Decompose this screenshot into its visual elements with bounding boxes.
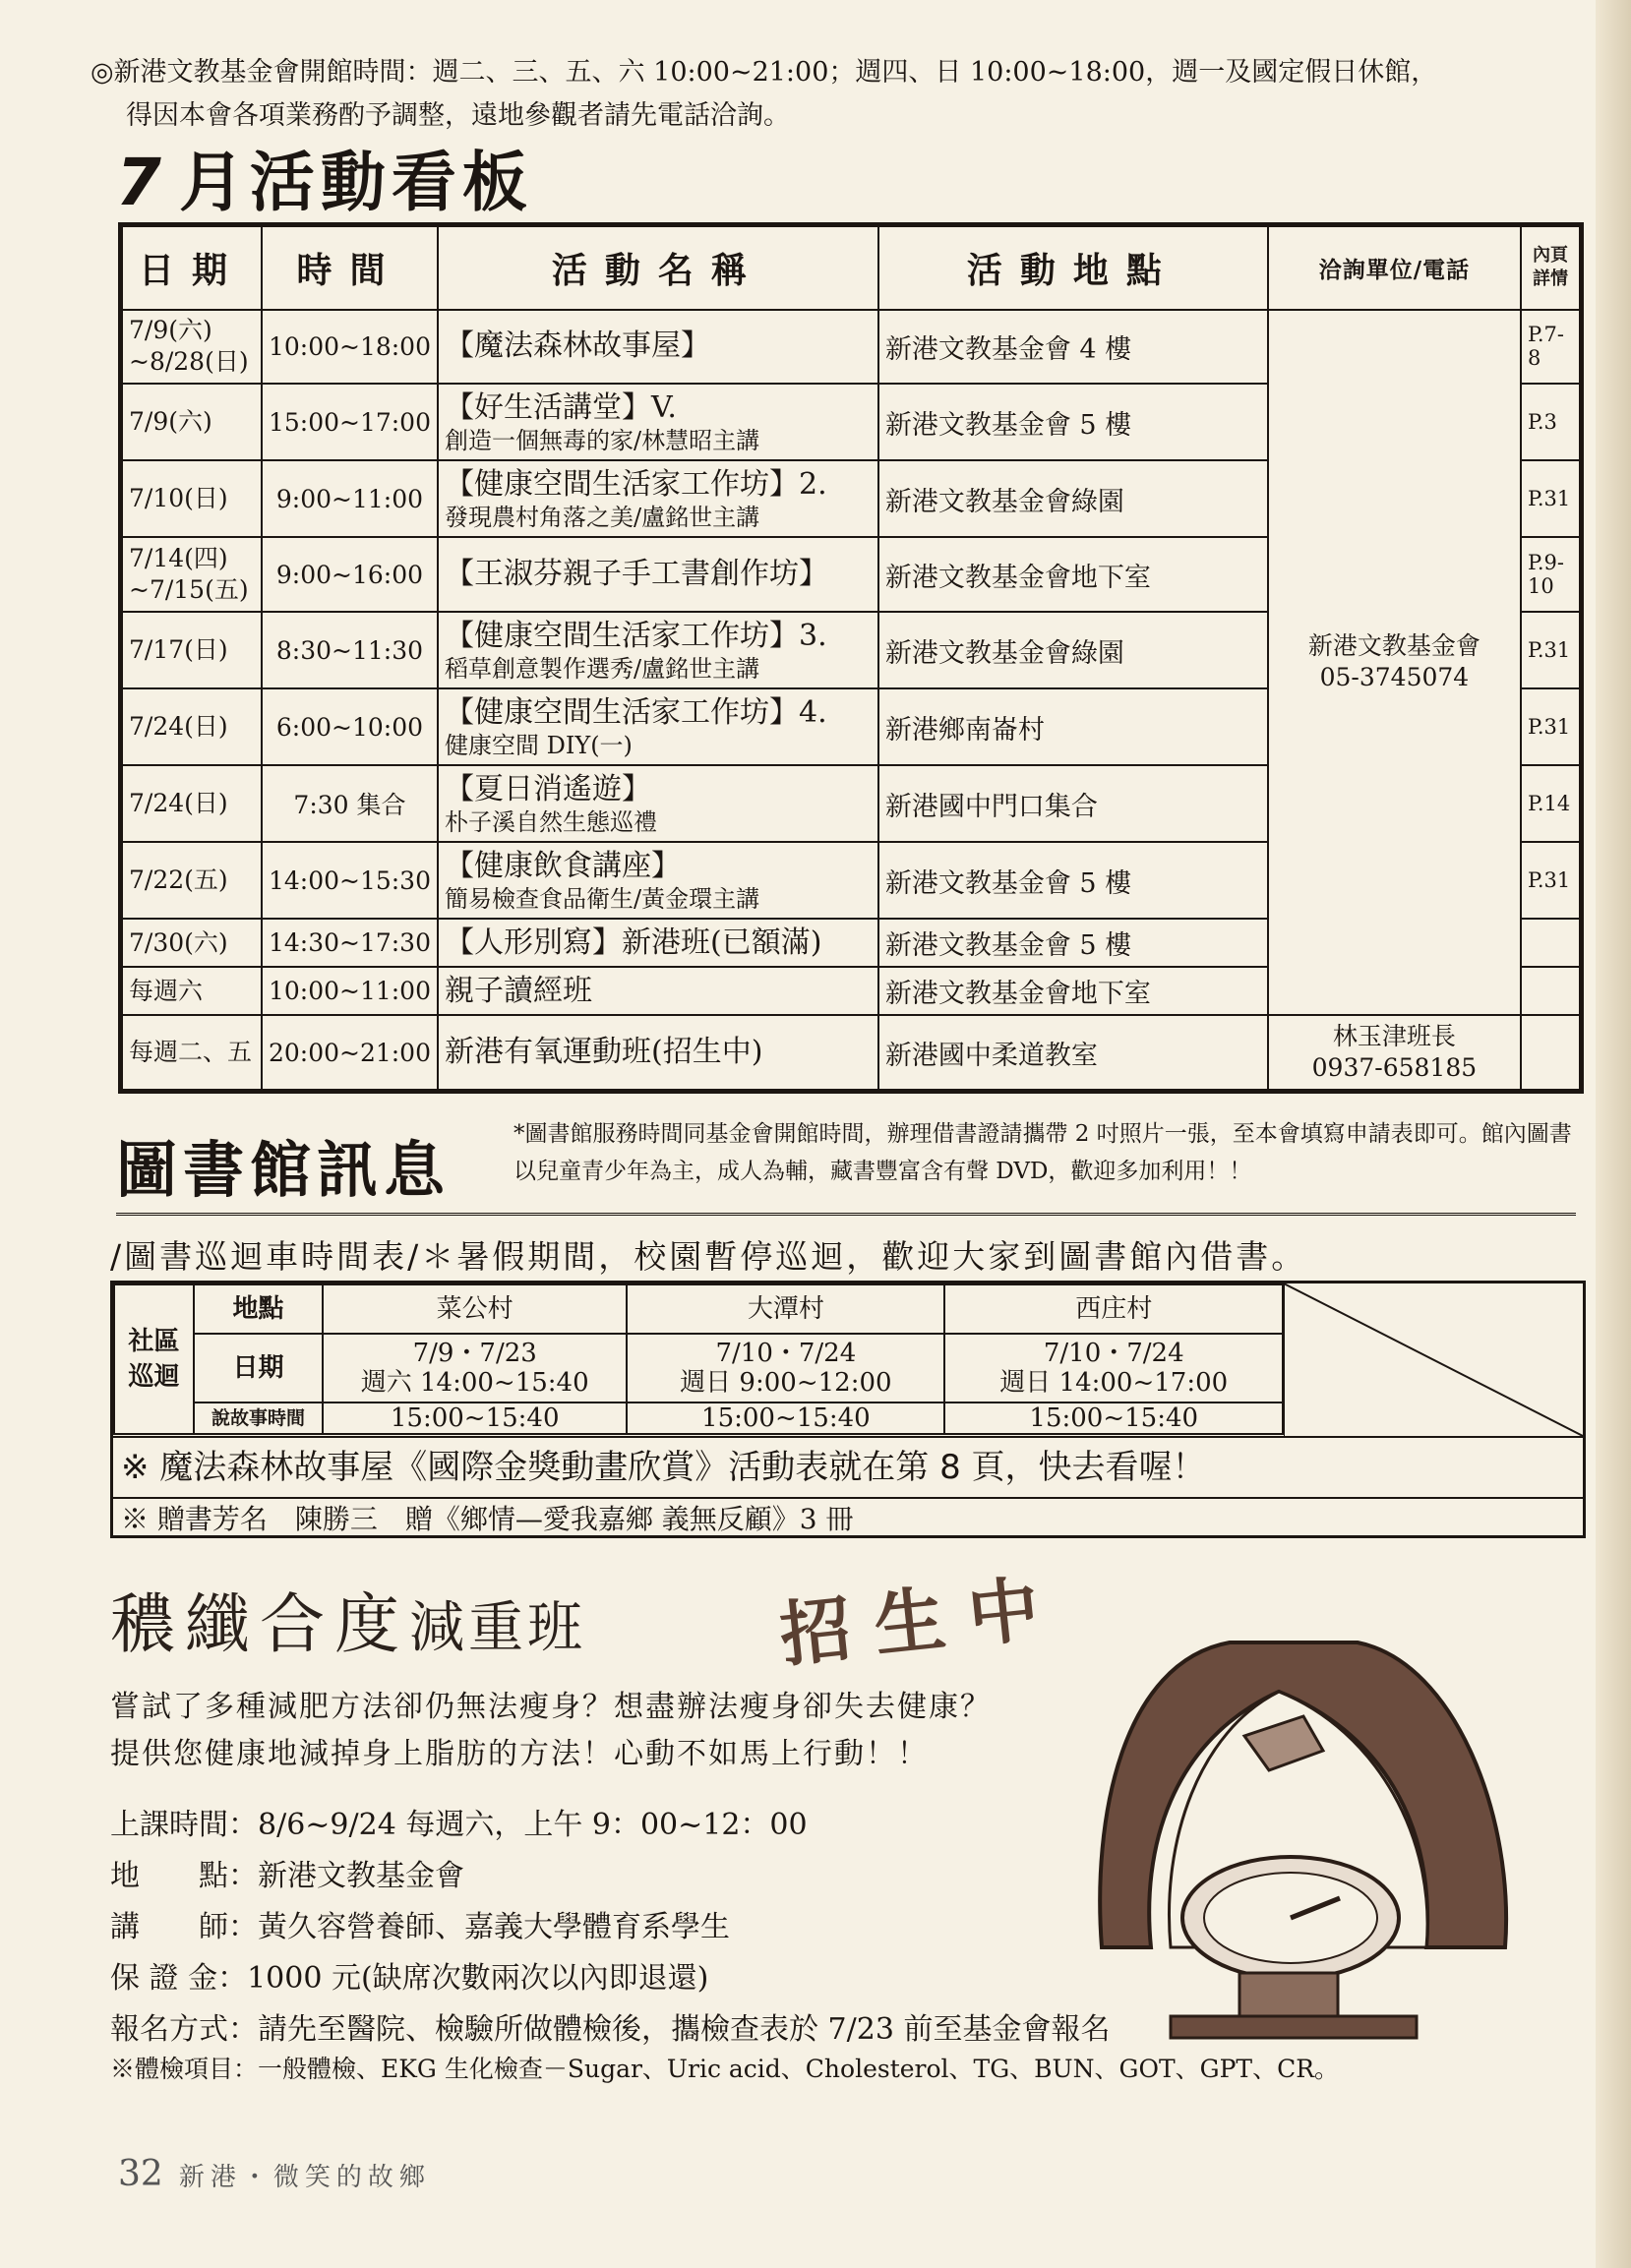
event-name: 【健康空間生活家工作坊】4. 健康空間 DIY(一) xyxy=(438,688,878,765)
event-location: 新港國中柔道教室 xyxy=(878,1015,1268,1090)
events-board-title xyxy=(116,130,533,223)
diet-detail-deposit: 保 證 金：1000 元(缺席次數兩次以內即退還) xyxy=(110,1961,709,1996)
event-date: 7/14(四) ~7/15(五) xyxy=(122,537,262,612)
event-date: 7/24(日) xyxy=(122,765,262,842)
bus-label-story: 說故事時間 xyxy=(194,1403,323,1434)
event-page-ref: P.31 xyxy=(1521,612,1580,688)
header-time: 時間 xyxy=(262,226,438,310)
library-notes xyxy=(113,1436,1583,1540)
event-location: 新港文教基金會綠園 xyxy=(878,612,1268,688)
event-name: 【健康空間生活家工作坊】3. 稻草創意製作選秀/盧銘世主講 xyxy=(438,612,878,688)
event-date: 7/10(日) xyxy=(122,460,262,537)
diet-intro-line-2: 提供您健康地減掉身上脂肪的方法！心動不如馬上行動！！ xyxy=(110,1737,929,1771)
event-page-ref: P.3 xyxy=(1521,384,1580,460)
event-date: 7/9(六) ~8/28(日) xyxy=(122,310,262,385)
event-page-ref xyxy=(1521,967,1580,1015)
event-page-ref xyxy=(1521,919,1580,967)
diet-detail-registration: 報名方式：請先至醫院、檢驗所做體檢後，攜檢查表於 7/23 前至基金會報名 xyxy=(110,2012,1111,2047)
event-row xyxy=(122,310,1580,385)
page-edge-shadow xyxy=(1596,0,1631,2268)
diet-intro-line-1: 嘗試了多種減肥方法卻仍無法瘦身？想盡辦法瘦身卻失去健康？ xyxy=(110,1690,992,1724)
event-page-ref: P.9-10 xyxy=(1521,537,1580,612)
bus-story-2: 15:00~15:40 xyxy=(627,1403,944,1434)
event-name: 【好生活講堂】V. 創造一個無毒的家/林慧昭主講 xyxy=(438,384,878,460)
bus-place-1: 菜公村 xyxy=(323,1284,627,1334)
bus-place-3: 西庄村 xyxy=(944,1284,1283,1334)
event-page-ref: P.31 xyxy=(1521,688,1580,765)
event-location: 新港文教基金會 5 樓 xyxy=(878,919,1268,967)
bookmobile-schedule xyxy=(110,1281,1586,1538)
bus-place-2: 大潭村 xyxy=(627,1284,944,1334)
bookmobile-heading: /圖書巡迴車時間表/＊暑假期間，校園暫停巡迴，歡迎大家到圖書館內借書。 xyxy=(110,1237,1307,1276)
event-time: 9:00~16:00 xyxy=(262,537,438,612)
bus-label-place: 地點 xyxy=(194,1284,323,1334)
penguin-on-scale-illustration xyxy=(1082,1623,1535,2046)
animation-event-note: ※ 魔法森林故事屋《國際金獎動畫欣賞》活動表就在第 8 頁，快去看喔！ xyxy=(113,1438,1583,1499)
event-time: 10:00~11:00 xyxy=(262,967,438,1015)
diet-detail-instructor: 講 師：黃久容營養師、嘉義大學體育系學生 xyxy=(110,1910,730,1944)
bus-dates-2: 7/10・7/24 週日 9:00~12:00 xyxy=(627,1334,944,1403)
events-header-row xyxy=(122,226,1580,310)
event-name: 【人形別寫】新港班(已額滿) xyxy=(438,919,878,967)
bus-story-1: 15:00~15:40 xyxy=(323,1403,627,1434)
event-date: 7/22(五) xyxy=(122,842,262,919)
event-date: 7/30(六) xyxy=(122,919,262,967)
event-location: 新港文教基金會綠園 xyxy=(878,460,1268,537)
header-activity: 活動名稱 xyxy=(438,226,878,310)
event-location: 新港文教基金會地下室 xyxy=(878,967,1268,1015)
page-number: 32 xyxy=(118,2154,163,2194)
event-time: 7:30 集合 xyxy=(262,765,438,842)
diet-detail-schedule: 上課時間：8/6~9/24 每週六，上午 9：00~12：00 xyxy=(110,1808,808,1842)
diet-detail-location: 地 點：新港文教基金會 xyxy=(110,1859,464,1893)
opening-hours-notice xyxy=(91,51,1537,138)
event-name: 【王淑芬親子手工書創作坊】 xyxy=(438,537,878,612)
event-date: 7/17(日) xyxy=(122,612,262,688)
event-time: 6:00~10:00 xyxy=(262,688,438,765)
recruiting-badge: 招生中 xyxy=(776,1565,1067,1677)
event-page-ref xyxy=(1521,1015,1580,1090)
event-location: 新港文教基金會地下室 xyxy=(878,537,1268,612)
bookmobile-table xyxy=(113,1283,1284,1435)
event-date: 每週二、五 xyxy=(122,1015,262,1090)
event-contact-aerobics: 林玉津班長 0937-658185 xyxy=(1268,1015,1521,1090)
event-time: 10:00~18:00 xyxy=(262,310,438,385)
diet-intro xyxy=(110,1684,992,1778)
bus-dates-1: 7/9・7/23 週六 14:00~15:40 xyxy=(323,1334,627,1403)
checkup-items: ※體檢項目：一般體檢、EKG 生化檢查－Sugar、Uric acid、Cholesterol、TG、BUN、GOT、GPT、CR。 xyxy=(110,2055,1340,2083)
bus-dates-3: 7/10・7/24 週日 14:00~17:00 xyxy=(944,1334,1283,1403)
event-time: 20:00~21:00 xyxy=(262,1015,438,1090)
event-page-ref: P.14 xyxy=(1521,765,1580,842)
events-table-frame xyxy=(118,222,1584,1094)
community-tour-label: 社區 巡迴 xyxy=(114,1284,194,1434)
event-page-ref: P.31 xyxy=(1521,460,1580,537)
event-time: 8:30~11:30 xyxy=(262,612,438,688)
header-contact: 洽詢單位/電話 xyxy=(1268,226,1521,310)
diet-class-title xyxy=(110,1572,586,1665)
event-date: 7/24(日) xyxy=(122,688,262,765)
diet-title-main: 穠纖合度 xyxy=(110,1586,409,1662)
bus-row-dates xyxy=(114,1334,1283,1403)
event-name: 【魔法森林故事屋】 xyxy=(438,310,878,385)
header-page: 內頁詳情 xyxy=(1521,226,1580,310)
month-number: 7 xyxy=(116,145,167,220)
diet-title-sub: 減重班 xyxy=(409,1596,586,1660)
event-page-ref: P.31 xyxy=(1521,842,1580,919)
event-time: 14:30~17:30 xyxy=(262,919,438,967)
event-name: 【健康空間生活家工作坊】2. 發現農村角落之美/盧銘世主講 xyxy=(438,460,878,537)
publication-title: 新港・微笑的故鄉 xyxy=(178,2163,431,2192)
book-donation-note: ※ 贈書芳名 陳勝三 贈《鄉情—愛我嘉鄉 義無反顧》3 冊 xyxy=(121,1503,854,1535)
event-name: 親子讀經班 xyxy=(438,967,878,1015)
header-date: 日期 xyxy=(122,226,262,310)
header-location: 活動地點 xyxy=(878,226,1268,310)
diet-details xyxy=(110,1800,1110,2056)
event-location: 新港文教基金會 5 樓 xyxy=(878,842,1268,919)
event-date: 7/9(六) xyxy=(122,384,262,460)
event-page-ref: P.7-8 xyxy=(1521,310,1580,385)
page-footer xyxy=(118,2154,431,2194)
event-location: 新港國中門口集合 xyxy=(878,765,1268,842)
event-time: 15:00~17:00 xyxy=(262,384,438,460)
notice-line-2: 得因本會各項業務酌予調整，遠地參觀者請先電話洽詢。 xyxy=(126,100,790,131)
library-title: 圖書館訊息 xyxy=(116,1134,452,1206)
bus-label-dates: 日期 xyxy=(194,1334,323,1403)
bus-row-story xyxy=(114,1403,1283,1434)
event-contact-foundation: 新港文教基金會 05-3745074 xyxy=(1268,310,1521,1015)
bus-story-3: 15:00~15:40 xyxy=(944,1403,1283,1434)
notice-line-1: ◎新港文教基金會開館時間：週二、三、五、六 10:00~21:00；週四、日 10:00~18:00，週一及國定假日休館， xyxy=(91,57,1438,88)
library-note: *圖書館服務時間同基金會開館時間，辦理借書證請攜帶 2 吋照片一張，至本會填寫申請表即可。館內圖書以兒童青少年為主，成人為輔，藏書豐富含有聲 DVD，歡迎多加利用！！ xyxy=(513,1121,1572,1184)
event-name: 【健康飲食講座】 簡易檢查食品衛生/黃金環主講 xyxy=(438,842,878,919)
empty-cell-diagonal xyxy=(1284,1283,1583,1436)
event-name: 【夏日消遙遊】 朴子溪自然生態巡禮 xyxy=(438,765,878,842)
event-location: 新港文教基金會 4 樓 xyxy=(878,310,1268,385)
library-divider xyxy=(116,1213,1576,1216)
bus-row-place xyxy=(114,1284,1283,1334)
event-location: 新港文教基金會 5 樓 xyxy=(878,384,1268,460)
event-time: 14:00~15:30 xyxy=(262,842,438,919)
event-name: 新港有氧運動班(招生中) xyxy=(438,1015,878,1090)
event-row xyxy=(122,1015,1580,1090)
board-title-text: 月活動看板 xyxy=(178,145,533,220)
events-table xyxy=(121,225,1581,1091)
event-date: 每週六 xyxy=(122,967,262,1015)
event-location: 新港鄉南崙村 xyxy=(878,688,1268,765)
event-time: 9:00~11:00 xyxy=(262,460,438,537)
